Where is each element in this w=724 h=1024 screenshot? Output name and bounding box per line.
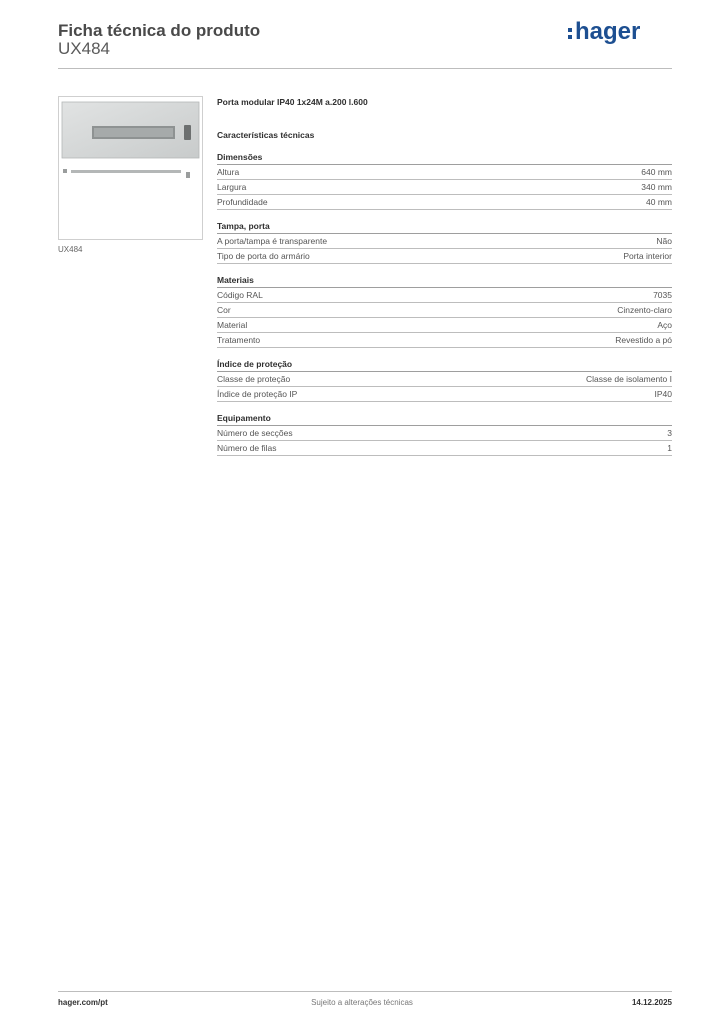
group-title: Dimensões (217, 152, 672, 165)
group-materiais (217, 275, 672, 348)
spec-label: Número de filas (217, 443, 277, 453)
spec-row (217, 426, 672, 441)
logo-text: hager (575, 18, 641, 45)
spec-label: Material (217, 320, 248, 330)
spec-label: Número de secções (217, 428, 293, 438)
spec-label: Código RAL (217, 290, 263, 300)
spec-label: A porta/tampa é transparente (217, 236, 328, 246)
spec-value: Revestido a pó (615, 335, 672, 345)
spec-value: Cinzento-claro (617, 305, 672, 315)
spec-row (217, 249, 672, 264)
spec-label: Índice de proteção IP (217, 389, 298, 399)
spec-row (217, 234, 672, 249)
spec-value: 640 mm (641, 167, 672, 177)
product-name: Porta modular IP40 1x24M a.200 l.600 (217, 97, 368, 107)
hager-logo (566, 16, 658, 46)
spec-label: Cor (217, 305, 231, 315)
spec-row (217, 372, 672, 387)
spec-row (217, 180, 672, 195)
spec-value: 3 (667, 428, 672, 438)
group-title: Índice de proteção (217, 359, 672, 372)
footer-date: 14.12.2025 (631, 998, 672, 1007)
spec-row (217, 165, 672, 180)
spec-row (217, 387, 672, 402)
spec-label: Tratamento (217, 335, 261, 345)
spec-row (217, 195, 672, 210)
spec-row (217, 318, 672, 333)
product-code: UX484 (58, 39, 110, 58)
group-title: Equipamento (217, 413, 672, 426)
spec-row (217, 288, 672, 303)
spec-value: IP40 (654, 389, 672, 399)
footer-notice: Sujeito a alterações técnicas (311, 998, 413, 1007)
spec-row (217, 303, 672, 318)
spec-value: 340 mm (641, 182, 672, 192)
header-divider (58, 68, 672, 69)
image-caption: UX484 (58, 245, 83, 254)
spec-label: Altura (217, 167, 240, 177)
spec-value: 7035 (653, 290, 672, 300)
group-equipamento (217, 413, 672, 456)
spec-value: 40 mm (646, 197, 672, 207)
page-title: Ficha técnica do produto (58, 21, 261, 40)
group-title: Tampa, porta (217, 221, 672, 234)
group-dimensoes (217, 152, 672, 210)
spec-label: Classe de proteção (217, 374, 291, 384)
footer-website-link[interactable]: hager.com/pt (58, 998, 108, 1007)
spec-section (217, 96, 672, 456)
spec-row (217, 441, 672, 456)
spec-heading: Características técnicas (217, 130, 315, 140)
spec-value: Classe de isolamento I (586, 374, 672, 384)
group-tampa-porta (217, 221, 672, 264)
spec-value: Porta interior (623, 251, 672, 261)
spec-label: Profundidade (217, 197, 268, 207)
spec-label: Tipo de porta do armário (217, 251, 310, 261)
group-title: Materiais (217, 275, 672, 288)
spec-value: 1 (667, 443, 672, 453)
spec-value: Aço (657, 320, 672, 330)
product-image (58, 96, 203, 240)
spec-value: Não (656, 236, 672, 246)
footer-divider (58, 991, 672, 992)
group-indice-protecao (217, 359, 672, 402)
spec-label: Largura (217, 182, 247, 192)
spec-row (217, 333, 672, 348)
